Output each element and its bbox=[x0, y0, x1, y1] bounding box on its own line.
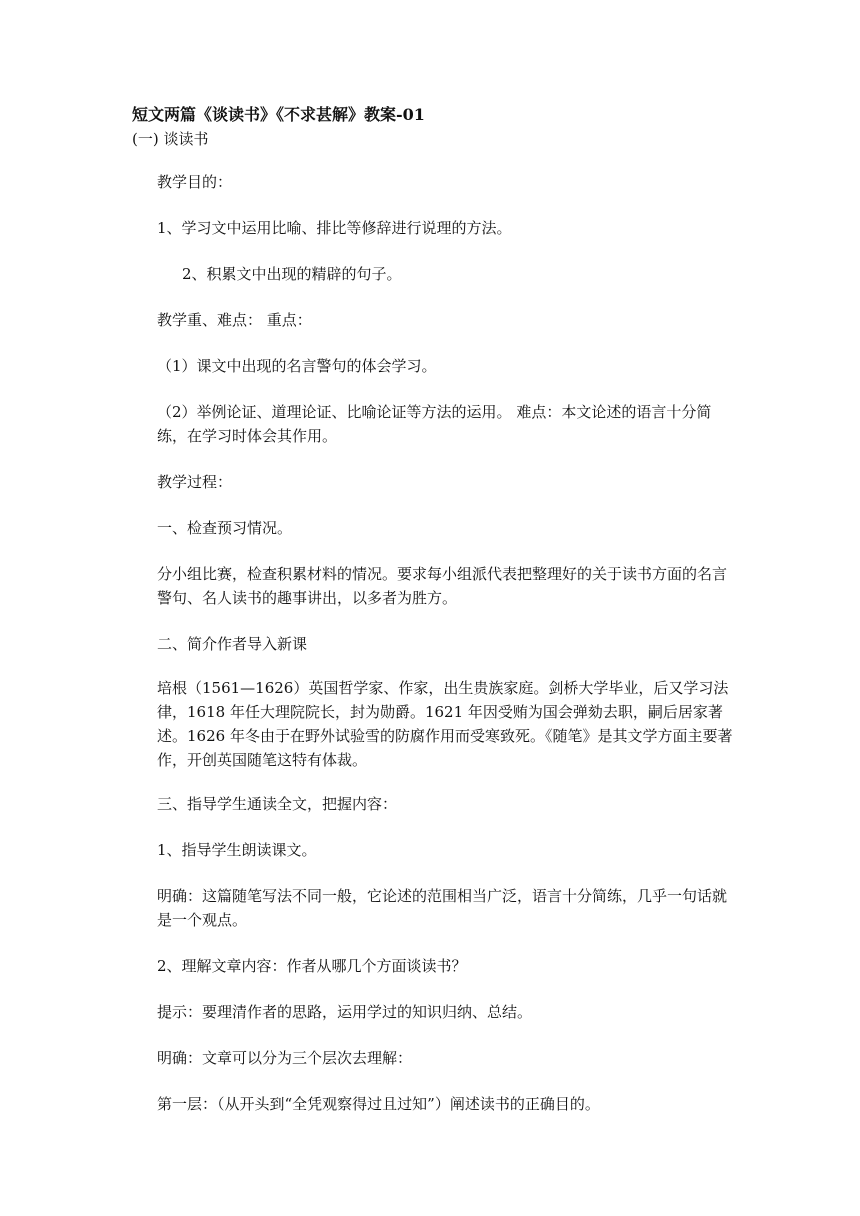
paragraph-step-3-item-1: 1、指导学生朗读课文。 bbox=[157, 841, 317, 859]
paragraph-clarification-1: 明确：这篇随笔写法不同一般，它论述的范围相当广泛，语言十分简练，几乎一句话就是一个观点。 bbox=[157, 887, 728, 929]
paragraph-step-1: 一、检查预习情况。 bbox=[157, 519, 293, 537]
paragraph-goal-2: 2、积累文中出现的精辟的句子。 bbox=[182, 265, 402, 283]
paragraph-hint: 提示：要理清作者的思路，运用学过的知识归纳、总结。 bbox=[157, 1003, 533, 1021]
paragraph-goal-1: 1、学习文中运用比喻、排比等修辞进行说理的方法。 bbox=[157, 219, 512, 237]
paragraph-process-heading: 教学过程： bbox=[157, 473, 233, 491]
paragraph-teaching-goals: 教学目的： bbox=[157, 173, 233, 191]
paragraph-step-3: 三、指导学生通读全文，把握内容： bbox=[157, 795, 398, 813]
paragraph-author-bio: 培根（1561—1626）英国哲学家、作家，出生贵族家庭。剑桥大学毕业，后又学习法律，1618 年任大理院院长，封为勋爵。1621 年因受贿为国会弹劾去职，嗣后居家著述。1626 年冬由于在野外试验雪的防腐作用而受寒致死。《随笔》是其文学方面主要著作，开创英国随笔这特有体裁。 bbox=[157, 679, 733, 769]
paragraph-step-1-detail: 分小组比赛，检查积累材料的情况。要求每小组派代表把整理好的关于读书方面的名言警句、名人读书的趣事讲出，以多者为胜方。 bbox=[157, 565, 728, 607]
document-title: 短文两篇《谈读书》《不求甚解》教案-01 bbox=[132, 105, 425, 124]
paragraph-step-3-item-2: 2、理解文章内容：作者从哪几个方面谈读书？ bbox=[157, 957, 467, 975]
paragraph-clarification-2: 明确：文章可以分为三个层次去理解： bbox=[157, 1049, 413, 1067]
paragraph-step-2: 二、简介作者导入新课 bbox=[157, 635, 308, 653]
paragraph-point-2: （2）举例论证、道理论证、比喻论证等方法的运用。 难点：本文论述的语言十分简练，在学习时体会其作用。 bbox=[157, 403, 712, 445]
paragraph-point-1: （1）课文中出现的名言警句的体会学习。 bbox=[157, 357, 437, 375]
section-heading: (一) 谈读书 bbox=[132, 130, 209, 148]
paragraph-key-points: 教学重、难点： 重点： bbox=[157, 311, 312, 329]
paragraph-layer-1: 第一层：（从开头到“全凭观察得过且过知”）阐述读书的正确目的。 bbox=[157, 1095, 600, 1113]
